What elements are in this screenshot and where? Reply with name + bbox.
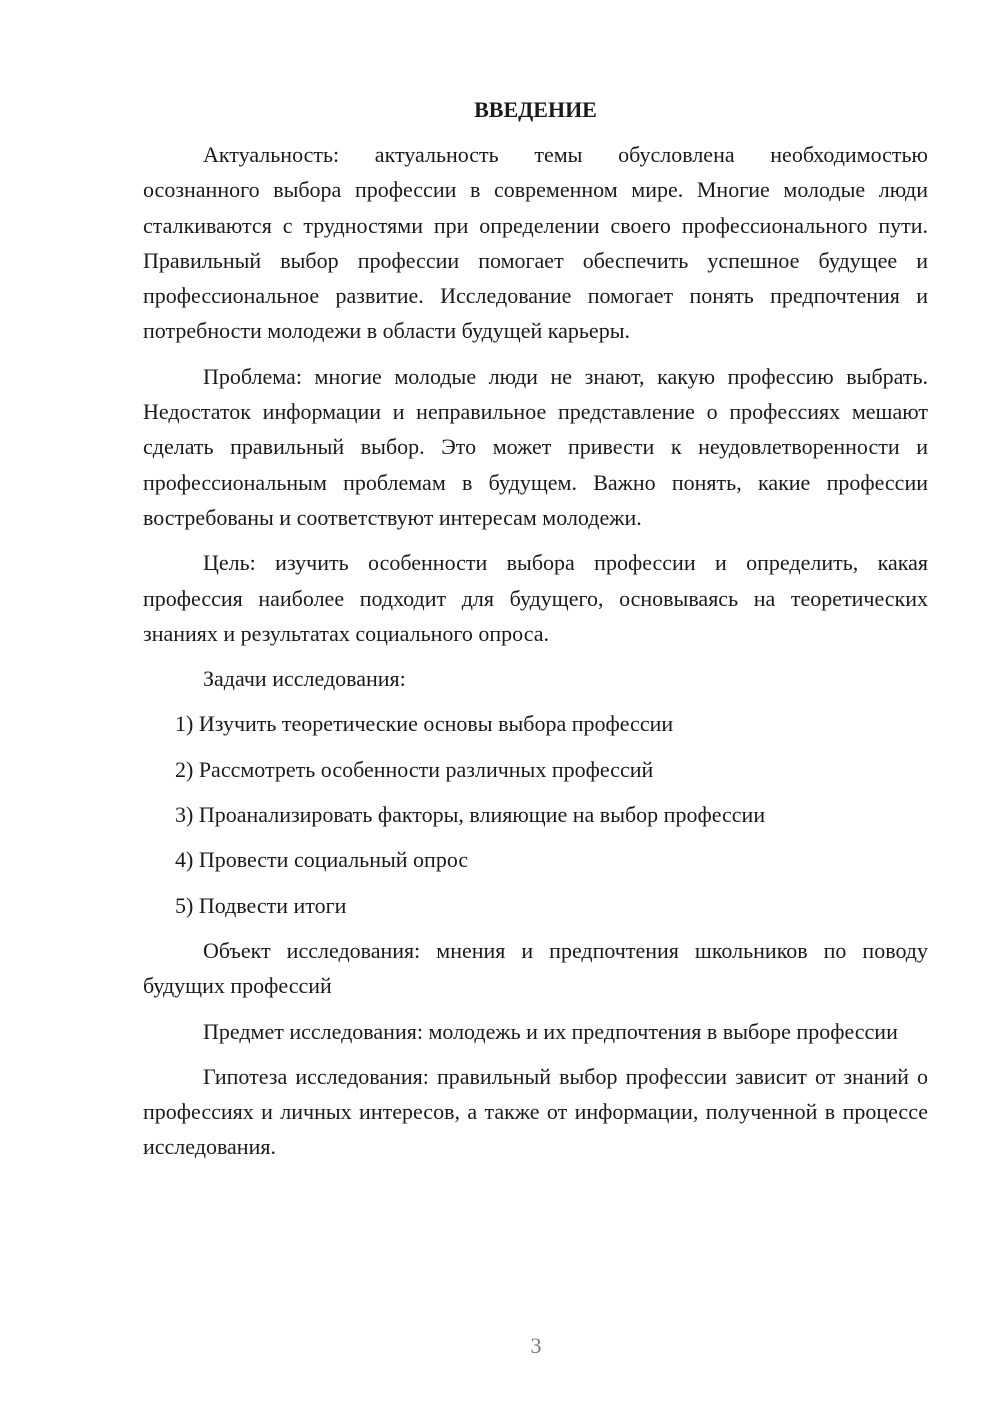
- paragraph-problem: Проблема: многие молодые люди не знают, какую профессию выбрать. Недостаток информации и неправильное представление о профессиях мешают сделать правильный выбор. Это может привести к неудовлетворенности и профессиональным проблемам в будущем. Важно понять, какие профессии востребованы и соответствуют интересам молодежи.: [143, 363, 928, 530]
- paragraph-hypothesis: Гипотеза исследования: правильный выбор профессии зависит от знаний о профессиях и личных интересов, а также от информации, полученной в процессе исследования.: [143, 1063, 928, 1160]
- page-title: ВВЕДЕНИЕ: [474, 97, 597, 122]
- list-item: 4) Провести социальный опрос: [175, 847, 469, 873]
- paragraph-goal: Цель: изучить особенности выбора профессии и определить, какая профессия наиболее подходит для будущего, основываясь на теоретических знаниях и результатах социального опроса.: [143, 550, 928, 646]
- list-item: 3) Проанализировать факторы, влияющие на выбор профессии: [175, 802, 766, 828]
- paragraph-subject: Предмет исследования: молодежь и их предпочтения в выборе профессии: [203, 1018, 898, 1044]
- page-number: 3: [530, 1333, 542, 1358]
- list-item: 2) Рассмотреть особенности различных профессий: [175, 756, 654, 782]
- paragraph-relevance: Актуальность: актуальность темы обусловлена необходимостью осознанного выбора профессии в современном мире. Многие молодые люди сталкиваются с трудностями при определении своего профессионального пути. Правильный выбор профессии помогает обеспечить успешное будущее и профессиональное развитие. Исследование помогает понять предпочтения и потребности молодежи в области будущей карьеры.: [143, 142, 928, 344]
- page-content: [143, 95, 928, 1175]
- list-item: 5) Подвести итоги: [175, 892, 347, 918]
- tasks-list: [143, 706, 928, 922]
- tasks-heading: Задачи исследования:: [203, 666, 406, 692]
- paragraph-object: Объект исследования: мнения и предпочтения школьников по поводу будущих профессий: [143, 937, 928, 999]
- list-item: 1) Изучить теоретические основы выбора профессии: [175, 711, 674, 737]
